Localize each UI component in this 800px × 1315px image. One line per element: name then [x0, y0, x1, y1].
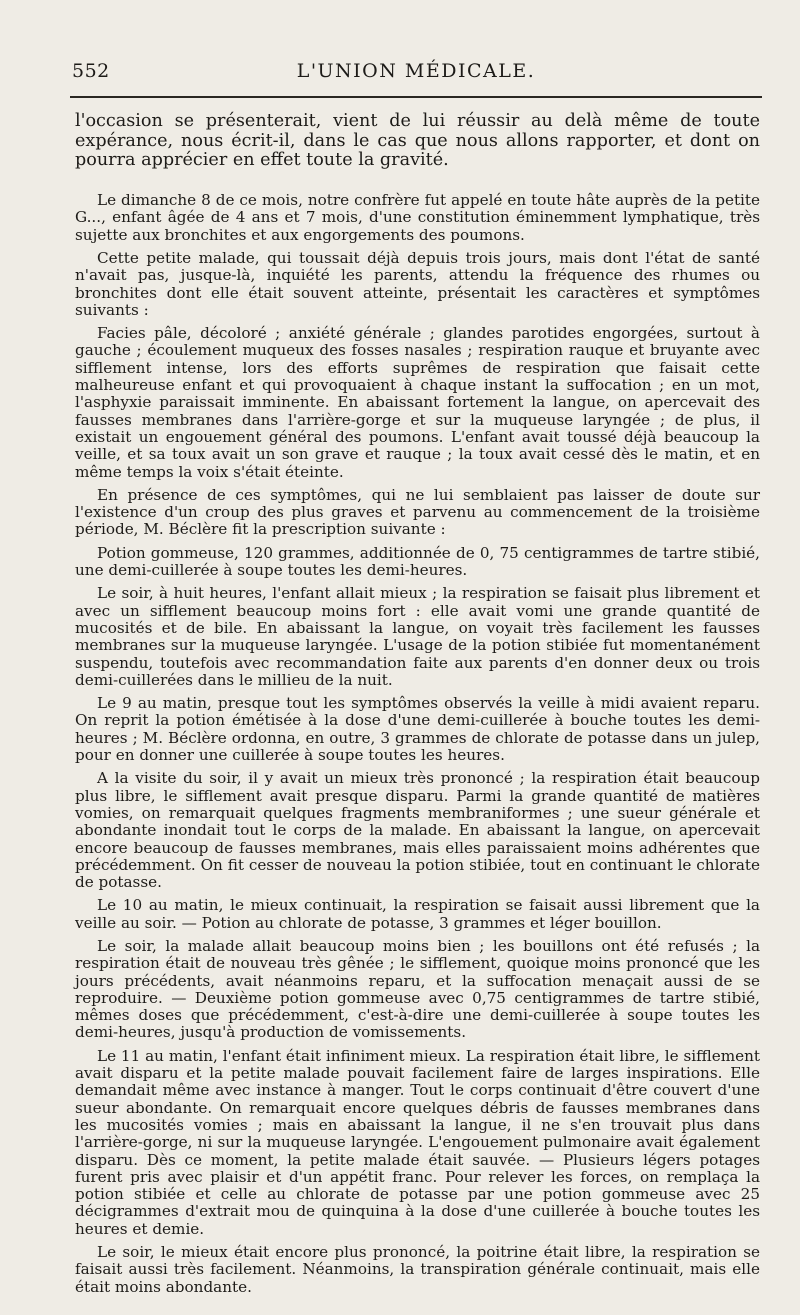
paragraph: Facies pâle, décoloré ; anxiété générale ; glandes parotides engorgées, surtout à gauche ; écoulement muqueux des fosses nasales ; respiration rauque et bruyante avec sifflement intense, lors des efforts suprêmes de respiration que faisait cette malheureuse enfant et qui provoquaient à chaque instant la suffocation ; en un mot, l'asphyxie paraissait imminente. En abaissant fortement la langue, on apercevait des fausses membranes dans l'arrière-gorge et sur la muqueuse laryngée ; de plus, il existait un engouement général des poumons. L'enfant avait toussé déjà beaucoup la veille, et sa toux avait un son grave et rauque ; la toux avait cessé dès le matin, et en même temps la voix s'était éteinte.	[75, 324, 760, 481]
paragraph: Le soir, le mieux était encore plus prononcé, la poitrine était libre, la respiration se faisait aussi très facilement. Néanmoins, la transpiration générale continuait, mais elle était moins abondante.	[75, 1243, 760, 1296]
paragraph: Le 9 au matin, presque tout les symptômes observés la veille à midi avaient reparu. On reprit la potion émétisée à la dose d'une demi-cuillerée à bouche toutes les demi-heures ; M. Béclère ordonna, en outre, 3 grammes de chlorate de potasse dans un julep, pour en donner une cuillerée à soupe toutes les heures.	[75, 694, 760, 765]
paragraph: Le 11 au matin, l'enfant était infiniment mieux. La respiration était libre, le sifflement avait disparu et la petite malade pouvait facilement faire de larges inspirations. Elle demandait même avec instance à manger. Tout le corps continuait d'être couvert d'une sueur abondante. On remarquait encore quelques débris de fausses membranes dans les mucosités vomies ; mais en abaissant la langue, il ne s'en trouvait plus dans l'arrière-gorge, ni sur la muqueuse laryngée. L'engouement pulmonaire avait également disparu. Dès ce moment, la petite malade était sauvée. — Plusieurs légers potages furent pris avec plaisir et d'un appétit franc. Pour relever les forces, on remplaça la potion stibiée et celle au chlorate de potasse par une potion gommeuse avec 25 décigrammes d'extrait mou de quinquina à la dose d'une cuillerée à bouche toutes les heures et demie.	[75, 1046, 760, 1238]
paragraph: Le soir, la malade allait beaucoup moins bien ; les bouillons ont été refusés ; la respiration était de nouveau très gênée ; le sifflement, quoique moins prononcé que les jours précédents, avait néanmoins reparu, et la suffocation menaçait aussi de se reproduire. — Deuxième potion gommeuse avec 0,75 centigrammes de tartre stibié, mêmes doses que précédemment, c'est-à-dire une demi-cuillerée à soupe toutes les demi-heures, jusqu'à production de vomissements.	[75, 936, 760, 1042]
paragraph: Le soir, à huit heures, l'enfant allait mieux ; la respiration se faisait plus librement et avec un sifflement beaucoup moins fort : elle avait vomi une grande quantité de mucosités et de bile. En abaissant la langue, on voyait très facilement les fausses membranes sur la muqueuse laryngée. L'usage de la potion stibiée fut momentanément suspendu, toutefois avec recommandation faite aux parents d'en donner deux ou trois demi-cuillerées dans le millieu de la nuit.	[75, 584, 760, 689]
header-rule	[70, 96, 762, 98]
running-title: L'UNION MÉDICALE.	[296, 60, 536, 82]
article-body	[75, 112, 760, 1296]
paragraph: A la visite du soir, il y avait un mieux très prononcé ; la respiration était beaucoup plus libre, le sifflement avait presque disparu. Parmi la grande quantité de matières vomies, on remarquait quelques fragments membraniformes ; une sueur générale et abondante inondait tout le corps de la malade. En abaissant la langue, on apercevait encore beaucoup de fausses membranes, mais elles paraissaient moins adhérentes que précédemment. On fit cesser de nouveau la potion stibiée, tout en continuant le chlorate de potasse.	[75, 769, 760, 892]
paragraph: Le dimanche 8 de ce mois, notre confrère fut appelé en toute hâte auprès de la petite G..., enfant âgée de 4 ans et 7 mois, d'une constitution éminemment lymphatique, très sujette aux bronchites et aux engorgements des poumons.	[75, 191, 760, 244]
paragraph: Le 10 au matin, le mieux continuait, la respiration se faisait aussi librement que la veille au soir. — Potion au chlorate de potasse, 3 grammes et léger bouillon.	[75, 896, 760, 932]
intro-paragraph: l'occasion se présenterait, vient de lui réussir au delà même de toute expérance, nous écrit-il, dans le cas que nous allons rapporter, et dont on pourra apprécier en effet toute la gravité.	[75, 111, 760, 171]
paragraph: En présence de ces symptômes, qui ne lui semblaient pas laisser de doute sur l'existence d'un croup des plus graves et parvenu au commencement de la troisième période, M. Béclère fit la prescription suivante :	[75, 485, 760, 539]
page-header	[70, 58, 762, 90]
page-number: 552	[72, 60, 110, 82]
paragraph: Cette petite malade, qui toussait déjà depuis trois jours, mais dont l'état de santé n'avait pas, jusque-là, inquiété les parents, attendu la fréquence des rhumes ou bronchites dont elle était souvent atteinte, présentait les caractères et symptômes suivants :	[75, 249, 760, 319]
paragraph: Potion gommeuse, 120 grammes, additionnée de 0, 75 centigrammes de tartre stibié, une demi-cuillerée à soupe toutes les demi-heures.	[75, 543, 760, 580]
